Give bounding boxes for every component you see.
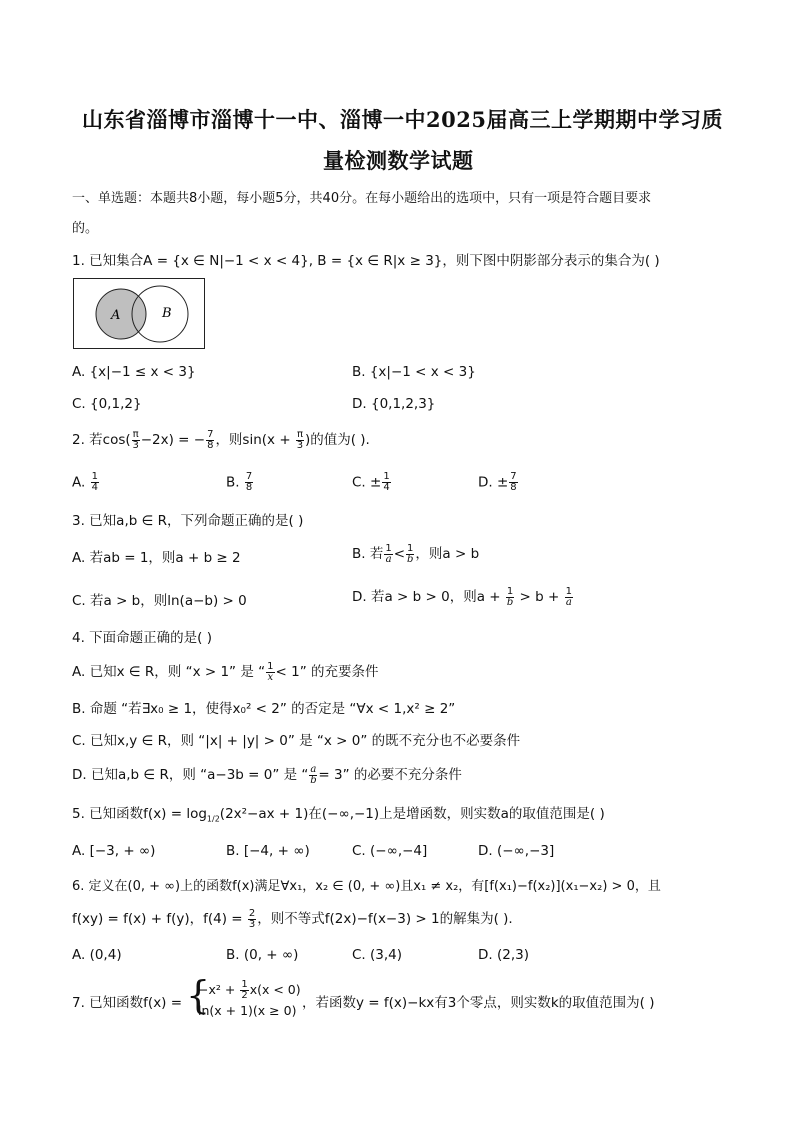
- q2-option-c: C. ± $\frac{1}{4}$: [352, 471, 390, 493]
- q1-option-c: C. {0,1,2}: [72, 396, 142, 412]
- q6-option-b: B. (0, + ∞): [226, 947, 299, 963]
- q2-option-d: D. ± $\frac{7}{8}$: [478, 471, 517, 493]
- q3-option-b: B. 若 $\frac{1}{a}$ < $\frac{1}{b}$ ，则a > b: [352, 542, 480, 565]
- q2-option-a: A. $\frac{1}{4}$: [72, 471, 98, 493]
- question-7-stem-pre: 7. 已知函数f(x) =: [72, 995, 183, 1011]
- question-6-line1: 6. 定义在(0, + ∞)上的函数f(x)满足∀x₁，x₂ ∈ (0, + ∞)且x₁ ≠ x₂，有[f(x₁)−f(x₂)](x₁−x₂) > 0，且: [72, 879, 661, 894]
- q7-case-1: −x² + $\frac{1}{2}$ x(x < 0): [198, 979, 301, 1001]
- piecewise-brace: {: [186, 973, 211, 1017]
- q3-option-d: D. 若a > b > 0，则a + $\frac{1}{b}$ > b + $\frac{1}{a}$: [352, 585, 572, 608]
- section-heading: 一、单选题：本题共8小题，每小题5分，共40分。在每小题给出的选项中，只有一项是符合题目要求: [72, 191, 652, 206]
- q2-prefix: 2. 若cos(: [72, 432, 131, 448]
- venn-diagram: [73, 278, 206, 350]
- q2-frac-pi-3-b: $\frac{\pi}{3}$: [296, 428, 304, 451]
- question-6-line2: f(xy) = f(x) + f(y)，f(4) = $\frac{2}{3}$ ，则不等式f(2x)−f(x−3) > 1的解集为( ).: [72, 907, 513, 930]
- q2-frac-pi-3: $\frac{\pi}{3}$: [132, 428, 139, 451]
- q2-suffix: )的值为( ).: [304, 432, 370, 448]
- q3-option-a: A. 若ab = 1，则a + b ≥ 2: [72, 550, 241, 566]
- q3-option-c: C. 若a > b，则ln(a−b) > 0: [72, 593, 247, 609]
- q1-option-a: A. {x|−1 ≤ x < 3}: [72, 364, 196, 380]
- q4-option-c: C. 已知x,y ∈ R，则 “|x| + |y| > 0” 是 “x > 0” 的既不充分也不必要条件: [72, 733, 521, 749]
- q1-option-d: D. {0,1,2,3}: [352, 396, 436, 412]
- q2-mid1: −2x) = −: [140, 432, 206, 448]
- q5-log-base: 1/2: [206, 814, 220, 824]
- section-heading-cont: 的。: [72, 221, 99, 236]
- q5-option-c: C. (−∞,−4]: [352, 843, 428, 859]
- q2-mid2: ，则sin(x +: [215, 432, 295, 448]
- q5-option-d: D. (−∞,−3]: [478, 843, 555, 859]
- venn-label-b: B: [162, 306, 172, 321]
- q5-option-b: B. [−4, + ∞): [226, 843, 310, 859]
- q4-option-a: A. 已知x ∈ R，则 “x > 1” 是 “ $\frac{1}{x}$ < 1” 的充要条件: [72, 660, 379, 683]
- question-1-stem: 1. 已知集合A = {x ∈ N|−1 < x < 4}, B = {x ∈ R|x ≥ 3}，则下图中阴影部分表示的集合为( ): [72, 253, 660, 269]
- q5-option-a: A. [−3, + ∞): [72, 843, 156, 859]
- q4-option-d: D. 已知a,b ∈ R，则 “a−3b = 0” 是 “ $\frac{a}{b}$ = 3” 的必要不充分条件: [72, 763, 462, 786]
- q2-option-b: B. $\frac{7}{8}$: [226, 471, 253, 493]
- paper-title-line1: 山东省淄博市淄博十一中、淄博一中2025届高三上学期期中学习质: [82, 107, 723, 132]
- q6-option-a: A. (0,4): [72, 947, 122, 963]
- paper-title-line2: 量检测数学试题: [323, 148, 474, 173]
- question-5-stem: 5. 已知函数$f(x) = \log_{1/2}(2x^2-ax + 1)$在(−∞,−1)上是增函数，则实数a的取值范围是( ): [72, 806, 605, 824]
- q1-option-b: B. {x|−1 < x < 3}: [352, 364, 476, 380]
- venn-label-a: A: [111, 308, 121, 323]
- q4-option-b: B. 命题 “若∃x₀ ≥ 1，使得x₀² < 2” 的否定是 “∀x < 1,x² ≥ 2”: [72, 701, 456, 717]
- q2-frac-7-8: $\frac{7}{8}$: [207, 428, 214, 451]
- question-3-stem: 3. 已知a,b ∈ R，下列命题正确的是( ): [72, 513, 304, 529]
- q7-case-2: ln(x + 1)(x ≥ 0): [198, 1003, 297, 1018]
- question-2-stem: [72, 428, 370, 451]
- q6-option-d: D. (2,3): [478, 947, 529, 963]
- question-7-stem-post: ，若函数y = f(x)−kx有3个零点，则实数k的取值范围为( ): [302, 995, 655, 1011]
- question-4-stem: 4. 下面命题正确的是( ): [72, 630, 212, 646]
- q6-option-c: C. (3,4): [352, 947, 403, 963]
